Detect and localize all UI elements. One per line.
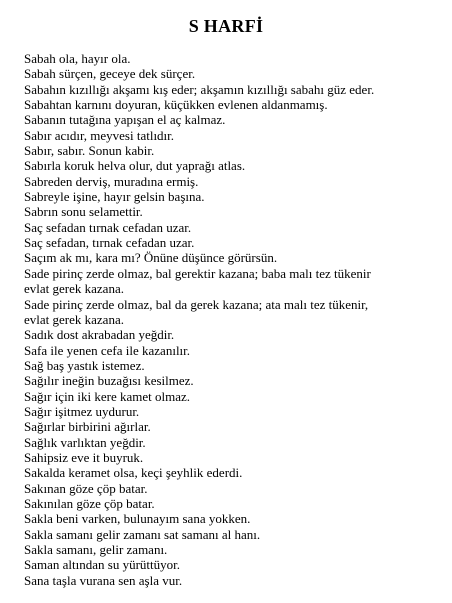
proverb-list bbox=[24, 51, 444, 588]
proverb-line: Sana taşla vurana sen aşla vur. bbox=[24, 572, 183, 588]
proverb-line: Sabreden derviş, muradına ermiş. bbox=[24, 173, 199, 189]
proverb-line: Sabanın tutağına yapışan el aç kalmaz. bbox=[24, 112, 226, 128]
proverb-line: Sağ baş yastık istemez. bbox=[24, 357, 145, 373]
proverb-line: Sabrın sonu selamettir. bbox=[24, 204, 143, 220]
proverb-line: Sade pirinç zerde olmaz, bal da gerek kazana; ata malı tez tükenir, bbox=[24, 296, 369, 312]
proverb-line: Sakalda keramet olsa, keçi şeyhlik ederdi. bbox=[24, 465, 243, 481]
proverb-line: Sakla samanı, gelir zamanı. bbox=[24, 542, 168, 557]
proverb-line: Sahipsiz eve it buyruk. bbox=[24, 449, 144, 465]
proverb-line: Sabah sürçen, geceye dek sürçer. bbox=[24, 66, 196, 82]
proverb-line: Saç sefadan, tırnak cefadan uzar. bbox=[24, 235, 195, 251]
proverb-line: Sakla samanı gelir zamanı sat samanı al hanı. bbox=[24, 526, 261, 542]
proverb-line: Sakınılan göze çöp batar. bbox=[24, 495, 155, 511]
proverb-line: Sabreyle işine, hayır gelsin başına. bbox=[24, 189, 205, 205]
proverb-line: Sakınan göze çöp batar. bbox=[24, 480, 148, 496]
proverb-line: Saç sefadan tırnak cefadan uzar. bbox=[24, 219, 192, 235]
proverb-line: Sağırlar birbirini ağırlar. bbox=[24, 419, 151, 435]
proverb-line: Safa ile yenen cefa ile kazanılır. bbox=[24, 342, 191, 358]
proverb-line: Saman altından su yürüttüyor. bbox=[24, 557, 180, 573]
proverb-line: Sağır işitmez uydurur. bbox=[24, 403, 140, 419]
proverb-line: Sabır acıdır, meyvesi tatlıdır. bbox=[24, 127, 175, 143]
proverb-line: Sağlık varlıktan yeğdir. bbox=[24, 434, 146, 450]
proverb-line: Sabahtan karnını doyuran, küçükken evlenen aldanmamış. bbox=[24, 97, 328, 113]
proverb-line: Sabah ola, hayır ola. bbox=[24, 51, 131, 66]
proverb-line: Saçım ak mı, kara mı? Önüne düşünce görürsün. bbox=[24, 250, 278, 266]
page-title: S HARFİ bbox=[188, 16, 264, 36]
proverb-line: Sabırla koruk helva olur, dut yaprağı atlas. bbox=[24, 158, 246, 174]
proverb-line: evlat gerek kazana. bbox=[24, 311, 124, 327]
proverb-line: Sabahın kızıllığı akşamı kış eder; akşamın kızıllığı sabahı güz eder. bbox=[24, 81, 375, 97]
proverb-line: Sağılır ineğin buzağısı kesilmez. bbox=[24, 373, 194, 389]
proverb-line: Sadık dost akrabadan yeğdir. bbox=[24, 327, 175, 343]
proverb-line: Sade pirinç zerde olmaz, bal gerektir kazana; baba malı tez tükenir bbox=[24, 265, 371, 281]
proverb-line: Sabır, sabır. Sonun kabir. bbox=[24, 143, 155, 159]
proverb-line: Sakla beni varken, bulunayım sana yokken. bbox=[24, 511, 251, 527]
proverb-line: Sağır için iki kere kamet olmaz. bbox=[24, 388, 191, 404]
proverb-line: evlat gerek kazana. bbox=[24, 281, 124, 297]
